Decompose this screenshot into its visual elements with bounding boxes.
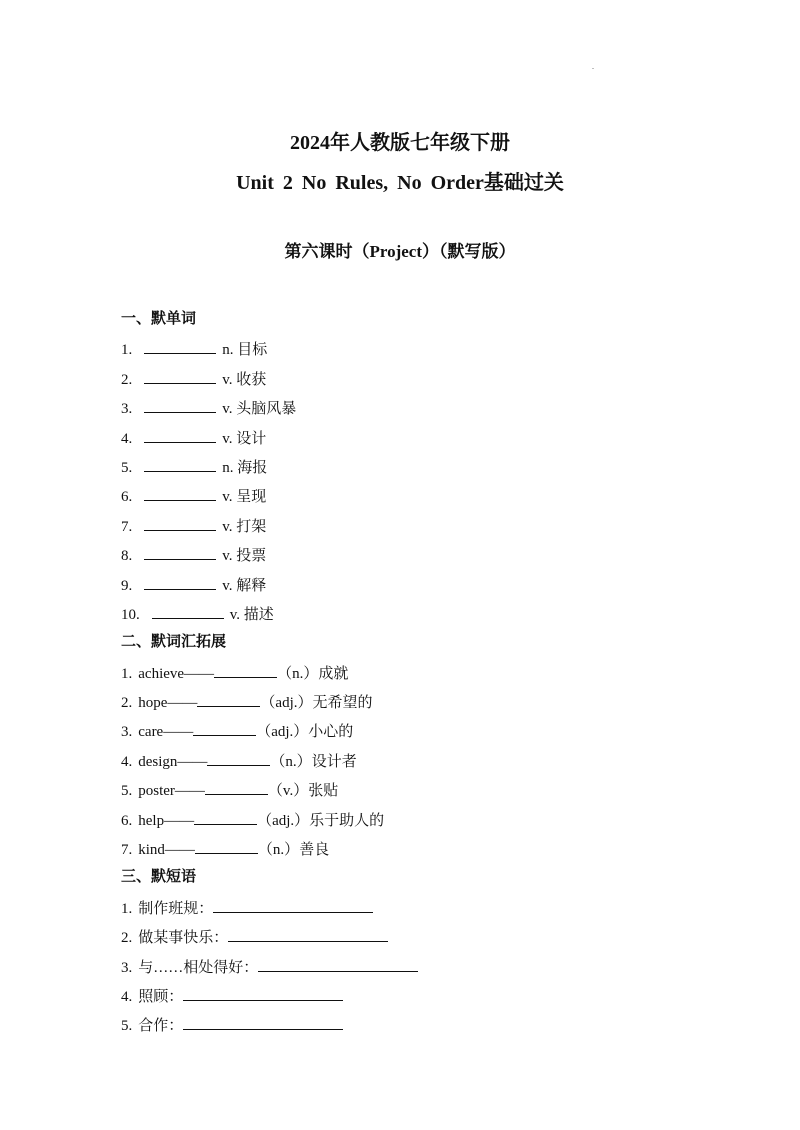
item-number: 3.	[121, 401, 133, 418]
chinese-meaning: 海报	[237, 459, 268, 476]
answer-blank[interactable]	[152, 599, 224, 619]
phrase-prompt: 照顾：	[138, 988, 184, 1005]
chinese-meaning: 目标	[237, 342, 268, 359]
item-number: 9.	[121, 577, 133, 594]
item-number: 2.	[121, 930, 133, 947]
item-number: 7.	[121, 842, 133, 859]
vocab-item	[121, 687, 761, 716]
chinese-meaning: 设计	[236, 430, 267, 447]
answer-blank[interactable]	[144, 393, 216, 413]
item-number: 5.	[121, 459, 133, 476]
answer-blank[interactable]	[194, 805, 257, 825]
item-number: 1.	[121, 665, 133, 682]
item-number: 8.	[121, 548, 133, 565]
chinese-meaning: 小心的	[308, 724, 354, 741]
word-item	[121, 393, 761, 422]
item-number: 1.	[121, 900, 133, 917]
answer-blank[interactable]	[205, 775, 268, 795]
vocab-item	[121, 775, 761, 804]
chinese-meaning: 投票	[236, 548, 267, 565]
answer-blank[interactable]	[213, 893, 373, 913]
answer-blank[interactable]	[144, 481, 216, 501]
part-of-speech: v.	[222, 430, 233, 447]
base-word: design——	[138, 753, 208, 770]
document-title: 2024年人教版七年级下册	[290, 132, 510, 154]
item-number: 3.	[121, 724, 133, 741]
answer-blank[interactable]	[144, 364, 216, 384]
item-number: 10.	[121, 606, 140, 623]
answer-blank[interactable]	[193, 716, 256, 736]
word-item	[121, 599, 761, 628]
part-of-speech: n.	[222, 342, 234, 359]
part-of-speech: （adj.）	[257, 812, 310, 829]
word-item	[121, 511, 761, 540]
phrase-item	[121, 952, 761, 981]
word-list	[121, 334, 761, 628]
item-number: 6.	[121, 812, 133, 829]
item-number: 2.	[121, 695, 133, 712]
vocab-item	[121, 834, 761, 863]
phrase-prompt: 制作班规：	[138, 900, 214, 917]
part-of-speech: v.	[222, 401, 233, 418]
answer-blank[interactable]	[144, 452, 216, 472]
word-item	[121, 540, 761, 569]
item-number: 7.	[121, 518, 133, 535]
chinese-meaning: 成就	[318, 665, 349, 682]
item-number: 4.	[121, 430, 133, 447]
vocab-expansion-list	[121, 658, 761, 864]
item-number: 5.	[121, 783, 133, 800]
chinese-meaning: 善良	[299, 842, 330, 859]
worksheet-body	[121, 305, 761, 1040]
section-heading-vocab-expansion: 二、默词汇拓展	[121, 634, 227, 651]
part-of-speech: v.	[222, 489, 233, 506]
word-item	[121, 364, 761, 393]
chinese-meaning: 呈现	[236, 489, 267, 506]
answer-blank[interactable]	[195, 834, 258, 854]
chinese-meaning: 乐于助人的	[309, 812, 385, 829]
part-of-speech: n.	[222, 459, 234, 476]
answer-blank[interactable]	[214, 658, 277, 678]
part-of-speech: （n.）	[270, 753, 312, 770]
base-word: kind——	[138, 842, 195, 859]
chinese-meaning: 打架	[236, 518, 267, 535]
corner-mark: .	[592, 62, 594, 71]
document-subtitle: Unit 2 No Rules, No Order基础过关	[236, 172, 564, 194]
item-number: 1.	[121, 342, 133, 359]
lesson-title: 第六课时（Project）（默写版）	[284, 242, 516, 261]
part-of-speech: （adj.）	[256, 724, 309, 741]
part-of-speech: （n.）	[277, 665, 319, 682]
phrase-prompt: 与……相处得好：	[138, 959, 259, 976]
word-item	[121, 481, 761, 510]
word-item	[121, 570, 761, 599]
item-number: 4.	[121, 753, 133, 770]
vocab-item	[121, 658, 761, 687]
answer-blank[interactable]	[197, 687, 260, 707]
part-of-speech: v.	[222, 577, 233, 594]
answer-blank[interactable]	[144, 334, 216, 354]
item-number: 3.	[121, 959, 133, 976]
item-number: 6.	[121, 489, 133, 506]
phrase-item	[121, 922, 761, 951]
chinese-meaning: 解释	[236, 577, 267, 594]
phrase-item	[121, 893, 761, 922]
answer-blank[interactable]	[258, 952, 418, 972]
phrase-prompt: 做某事快乐：	[138, 930, 229, 947]
answer-blank[interactable]	[144, 511, 216, 531]
answer-blank[interactable]	[183, 1010, 343, 1030]
chinese-meaning: 设计者	[311, 753, 357, 770]
word-item	[121, 452, 761, 481]
base-word: poster——	[138, 783, 205, 800]
base-word: help——	[138, 812, 195, 829]
chinese-meaning: 头脑风暴	[236, 401, 297, 418]
answer-blank[interactable]	[183, 981, 343, 1001]
part-of-speech: v.	[222, 548, 233, 565]
word-item	[121, 334, 761, 363]
section-heading-phrases: 三、默短语	[121, 869, 197, 886]
item-number: 5.	[121, 1018, 133, 1035]
chinese-meaning: 无希望的	[312, 695, 373, 712]
vocab-item	[121, 716, 761, 745]
base-word: hope——	[138, 695, 198, 712]
part-of-speech: （adj.）	[260, 695, 313, 712]
part-of-speech: v.	[222, 518, 233, 535]
part-of-speech: v.	[222, 371, 233, 388]
vocab-item	[121, 805, 761, 834]
answer-blank[interactable]	[144, 570, 216, 590]
section-heading-words: 一、默单词	[121, 311, 197, 327]
item-number: 4.	[121, 988, 133, 1005]
phrase-item	[121, 1010, 761, 1039]
word-item	[121, 423, 761, 452]
chinese-meaning: 描述	[243, 606, 274, 623]
part-of-speech: v.	[229, 606, 241, 623]
answer-blank[interactable]	[228, 922, 388, 942]
item-number: 2.	[121, 371, 133, 388]
answer-blank[interactable]	[144, 423, 216, 443]
vocab-item	[121, 746, 761, 775]
phrase-list	[121, 893, 761, 1040]
phrase-prompt: 合作：	[138, 1018, 184, 1035]
chinese-meaning: 张贴	[308, 783, 339, 800]
part-of-speech: （n.）	[257, 842, 300, 859]
chinese-meaning: 收获	[236, 371, 267, 388]
answer-blank[interactable]	[207, 746, 270, 766]
answer-blank[interactable]	[144, 540, 216, 560]
base-word: achieve——	[138, 665, 215, 682]
phrase-item	[121, 981, 761, 1010]
base-word: care——	[138, 724, 194, 741]
part-of-speech: （v.）	[267, 783, 309, 800]
